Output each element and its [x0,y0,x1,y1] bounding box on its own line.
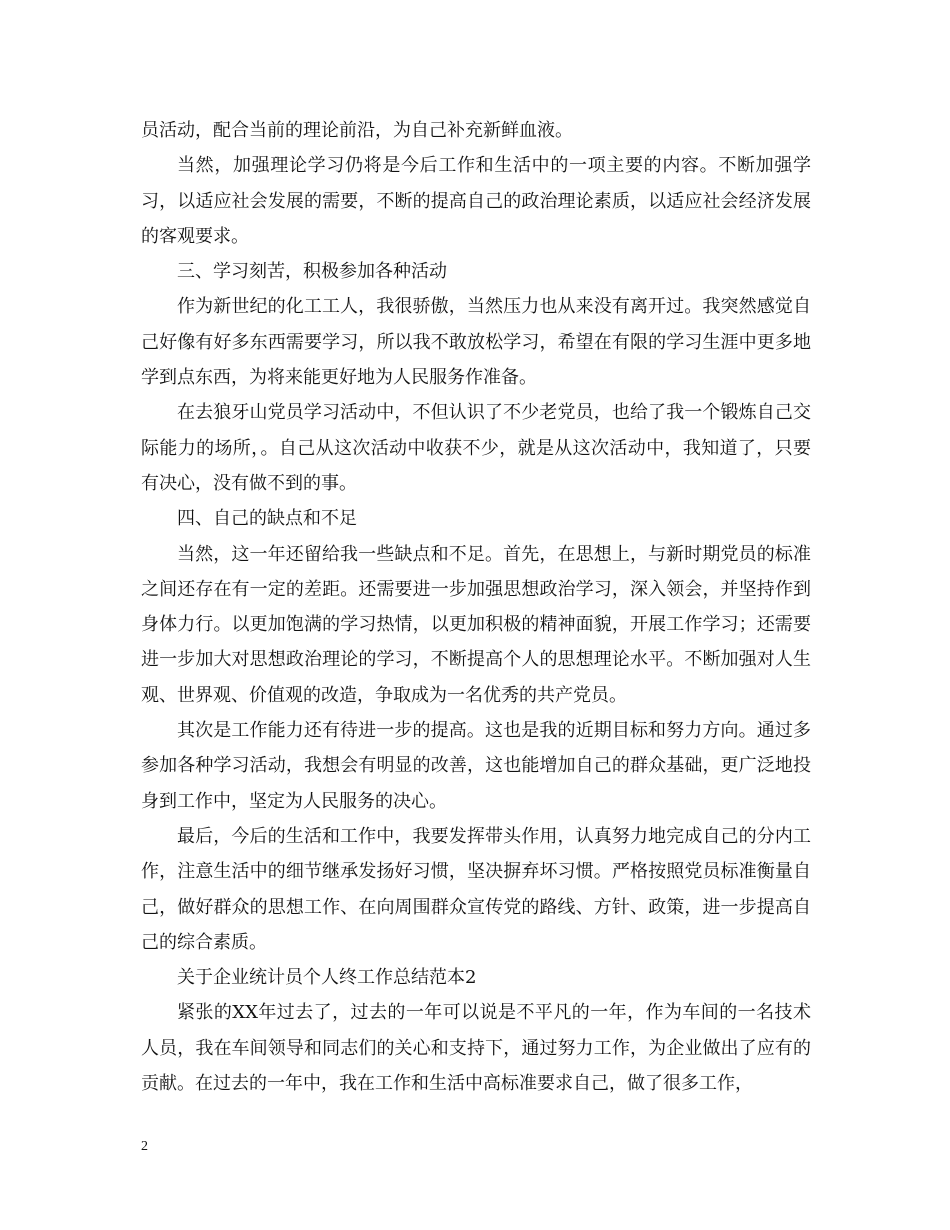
section-heading: 四、自己的缺点和不足 [177,508,357,530]
document-title: 关于企业统计员个人终工作总结范本2 [177,967,477,989]
paragraph: 员活动，配合当前的理论前沿，为自己补充新鲜血液。 [141,120,573,141]
paragraph: 其次是工作能力还有待进一步的提高。这也是我的近期目标和努力方向。通过多参加各种学习活动，我想会有明显的改善，这也能增加自己的群众基础，更广泛地投身到工作中，坚定为人民服务的决心。 [141,720,811,812]
paragraph: 作为新世纪的化工工人，我很骄傲，当然压力也从来没有离开过。我突然感觉自己好像有好多东西需要学习，所以我不敢放松学习，希望在有限的学习生涯中更多地学到点东西，为将来能更好地为人民服务作准备。 [141,296,811,389]
section-heading: 三、学习刻苦，积极参加各种活动 [177,261,447,283]
paragraph: 当然，加强理论学习仍将是今后工作和生活中的一项主要的内容。不断加强学习，以适应社会发展的需要，不断的提高自己的政治理论素质，以适应社会经济发展的客观要求。 [141,155,811,247]
document-body [141,113,811,1101]
paragraph: 最后，今后的生活和工作中，我要发挥带头作用，认真努力地完成自己的分内工作，注意生活中的细节继承发扬好习惯，坚决摒弃坏习惯。严格按照党员标准衡量自己，做好群众的思想工作、在向周围群众宣传党的路线、方针、政策，进一步提高自己的综合素质。 [141,825,811,953]
paragraph: 在去狼牙山党员学习活动中，不但认识了不少老党员，也给了我一个锻炼自己交际能力的场所，。自己从这次活动中收获不少，就是从这次活动中，我知道了，只要有决心，没有做不到的事。 [141,402,811,494]
paragraph: 紧张的XX年过去了，过去的一年可以说是不平凡的一年，作为车间的一名技术人员，我在车间领导和同志们的关心和支持下，通过努力工作，为企业做出了应有的贡献。在过去的一年中，我在工作和生活中高标准要求自己，做了很多工作， [141,1002,811,1095]
paragraph: 当然，这一年还留给我一些缺点和不足。首先，在思想上，与新时期党员的标准之间还存在有一定的差距。还需要进一步加强思想政治学习，深入领会，并坚持作到身体力行。以更加饱满的学习热情，以更加积极的精神面貌，开展工作学习；还需要进一步加大对思想政治理论的学习，不断提高个人的思想理论水平。不断加强对人生观、世界观、价值观的改造，争取成为一名优秀的共产党员。 [141,543,811,706]
page-number: 2 [141,1139,148,1154]
